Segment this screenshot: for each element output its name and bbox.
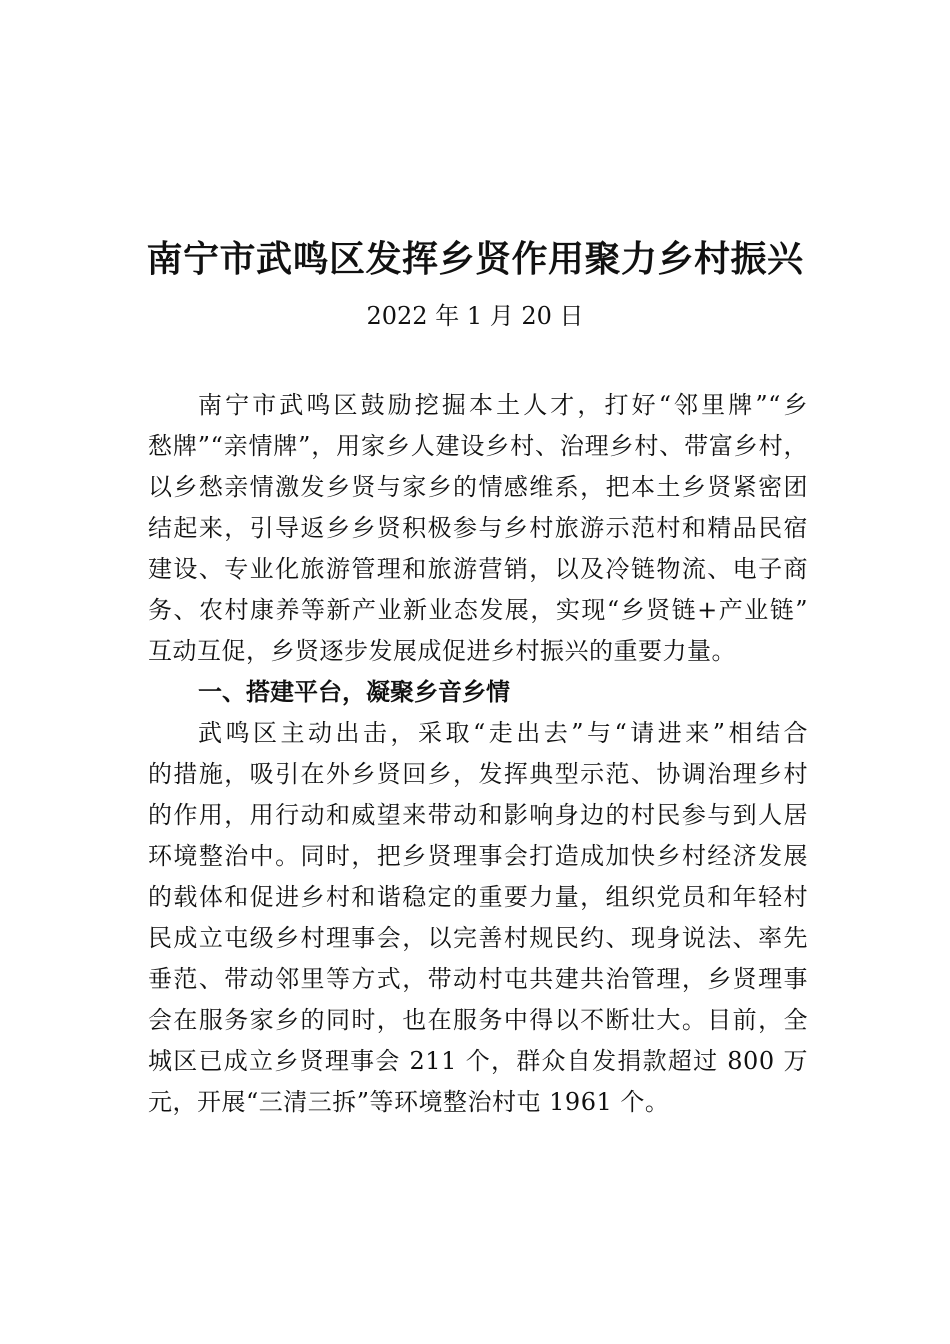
paragraph-1-line: 互动互促，乡贤逐步发展成促进乡村振兴的重要力量。 [148,637,736,665]
paragraph-2-line: 的载体和促进乡村和谐稳定的重要力量，组织党员和年轻村 [148,883,808,911]
paragraph-2-line: 的措施，吸引在外乡贤回乡，发挥典型示范、协调治理乡村 [148,760,808,788]
paragraph-1-line: 务、农村康养等新产业新业态发展，实现“乡贤链+产业链” [148,596,808,624]
paragraph-2-line: 武鸣区主动出击，采取“走出去”与“请进来”相结合 [198,719,808,747]
paragraph-2-line: 垂范、带动邻里等方式，带动村屯共建共治管理，乡贤理事 [148,965,808,993]
paragraph-2-line: 城区已成立乡贤理事会 211 个，群众自发捐款超过 800 万 [148,1047,808,1075]
paragraph-1-line: 建设、专业化旅游管理和旅游营销，以及冷链物流、电子商 [148,555,808,583]
paragraph-2-line: 元，开展“三清三拆”等环境整治村屯 1961 个。 [148,1088,670,1116]
document-title: 南宁市武鸣区发挥乡贤作用聚力乡村振兴 [146,239,804,280]
paragraph-1-line: 以乡愁亲情激发乡贤与家乡的情感维系，把本土乡贤紧密团 [148,473,808,501]
paragraph-1-line: 结起来，引导返乡乡贤积极参与乡村旅游示范村和精品民宿 [148,514,808,542]
paragraph-2-line: 的作用，用行动和威望来带动和影响身边的村民参与到人居 [148,801,808,829]
paragraph-2-line: 环境整治中。同时，把乡贤理事会打造成加快乡村经济发展 [148,842,808,870]
paragraph-1-line: 南宁市武鸣区鼓励挖掘本土人才，打好“邻里牌”“乡 [198,391,808,419]
paragraph-2-line: 民成立屯级乡村理事会，以完善村规民约、现身说法、率先 [148,924,808,952]
document-body [148,385,808,1123]
paragraph-1-line: 愁牌”“亲情牌”，用家乡人建设乡村、治理乡村、带富乡村， [148,432,808,460]
paragraph-2-line: 会在服务家乡的同时，也在服务中得以不断壮大。目前，全 [148,1006,808,1034]
section-1-heading: 一、搭建平台，凝聚乡音乡情 [198,678,510,706]
document-date: 2022 年 1 月 20 日 [366,302,584,330]
